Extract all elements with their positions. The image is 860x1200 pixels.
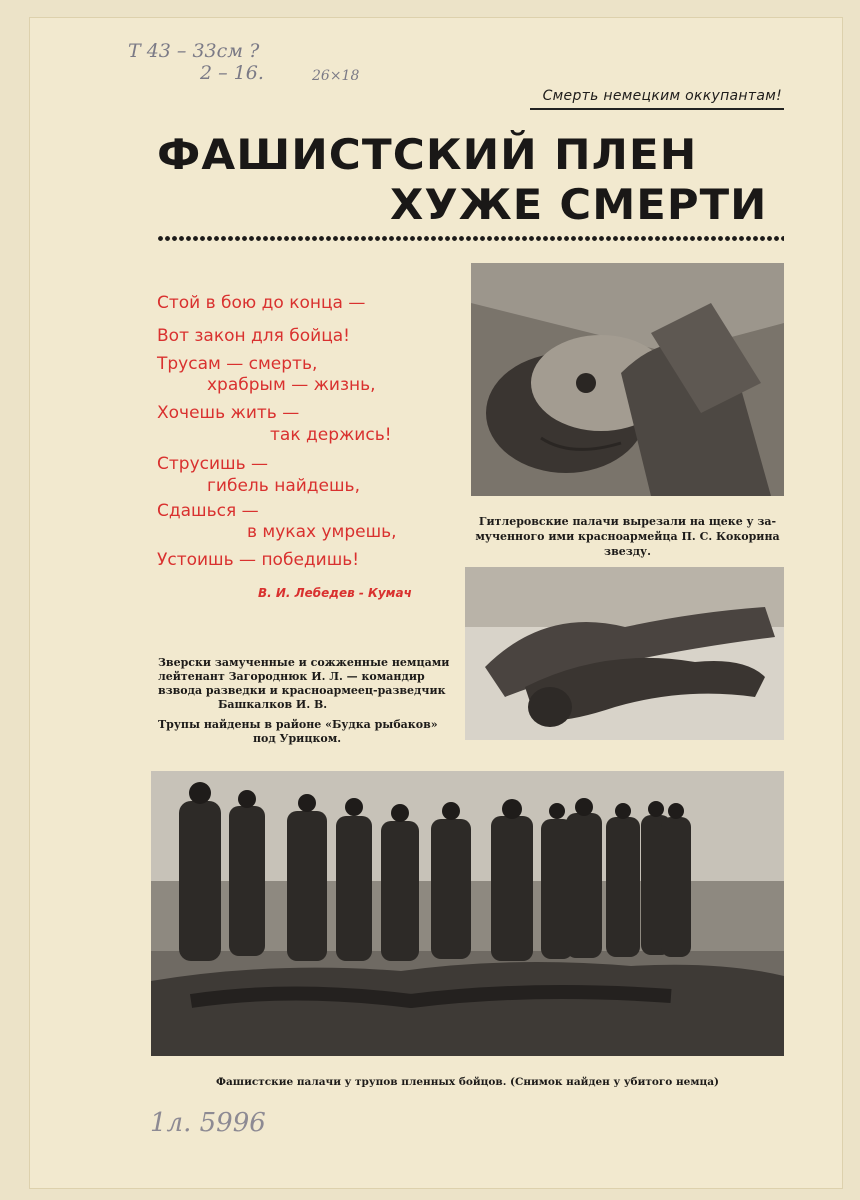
archive-pencil-mark: Т 43 – 33см ?: [128, 40, 260, 62]
photo1-caption: Гитлеровские палачи вырезали на щеке у за- мученного ими красноармейца П. С. Кокорина звезду.: [475, 515, 780, 558]
dotted-divider: [157, 235, 784, 242]
poem-line: Струсишь —: [157, 454, 268, 474]
archive-size-mark: 26×18: [312, 68, 360, 84]
headline-line-1: ФАШИСТСКИЙ ПЛЕН: [157, 130, 698, 179]
poem-line: Вот закон для бойца!: [157, 326, 351, 346]
photo3-caption: Фашистские палачи у трупов пленных бойцов. (Снимок найден у убитого немца): [216, 1076, 719, 1088]
poem-line: Трусам — смерть,: [157, 354, 318, 374]
poem-line: Хочешь жить —: [157, 403, 300, 423]
photo-bodies-snow: [465, 567, 784, 740]
photo2-caption: Зверски замученные и сожженные немцами лейтенант Загороднюк И. Л. — командир взвода разведки и красноармеец-разведчик Башкалков И. В. Трупы найдены в районе «Будка рыбаков» под Урицком.: [158, 656, 450, 745]
poem-line: Сдашься —: [157, 501, 259, 521]
slogan: Смерть немецким оккупантам!: [542, 88, 782, 104]
poem-line: в муках умрешь,: [247, 522, 397, 542]
photo-executioners: [151, 771, 784, 1056]
poem-line: храбрым — жизнь,: [207, 375, 376, 395]
poem-line: Стой в бою до конца —: [157, 293, 366, 313]
poem-line: Устоишь — победишь!: [157, 550, 360, 570]
poem-author: В. И. Лебедев - Кумач: [258, 586, 412, 600]
slogan-underline: [530, 108, 784, 110]
archive-pencil-mark: 2 – 16.: [200, 62, 264, 84]
headline-line-2: ХУЖЕ СМЕРТИ: [390, 180, 768, 229]
poem-line: гибель найдешь,: [207, 476, 360, 496]
poem-line: так держись!: [270, 425, 392, 445]
archive-inventory-mark: 1л. 5996: [150, 1108, 266, 1138]
photo-soldier-face: [471, 263, 784, 496]
